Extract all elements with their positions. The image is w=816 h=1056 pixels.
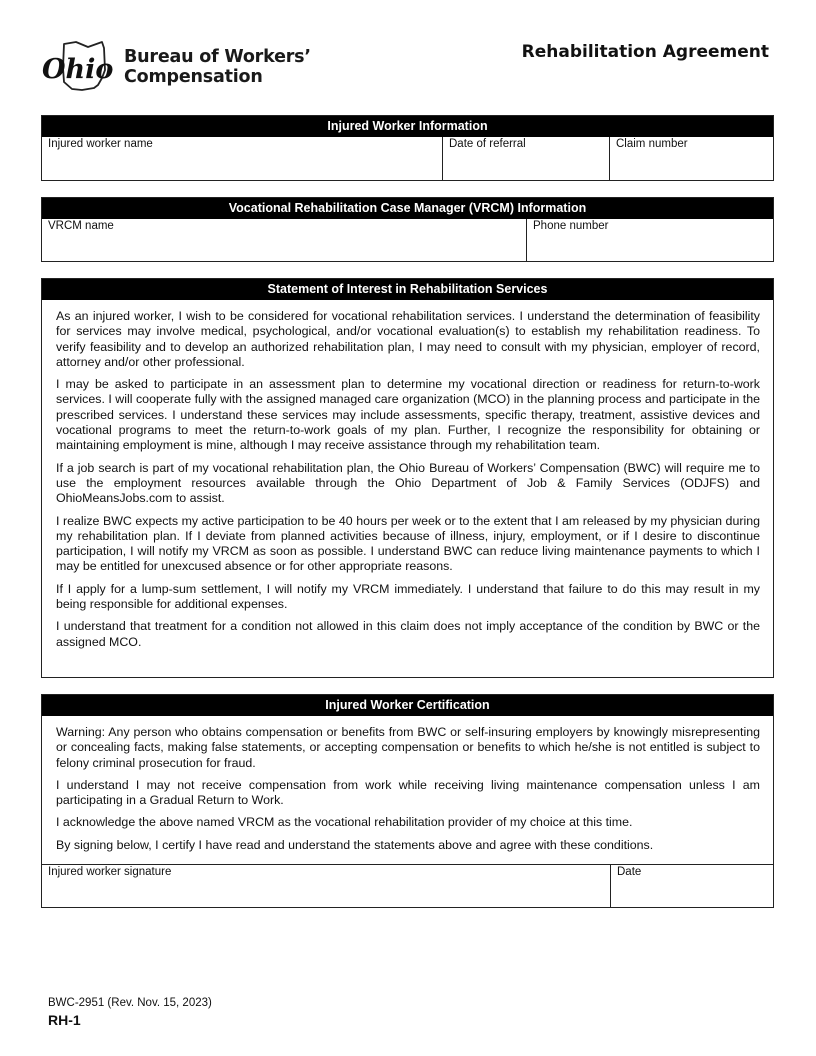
certification-paragraph: Warning: Any person who obtains compensation or benefits from BWC or self-insuring employers by knowingly misrepresenting or concealing facts, making false statements, or accepting compensation or benefits to which he/she is not entitled is subject to felony criminal prosecution for fraud. bbox=[56, 725, 760, 770]
logo-wordmark: Ohio bbox=[42, 54, 114, 85]
certification-section bbox=[41, 694, 774, 908]
injured-worker-name-field[interactable]: Injured worker name bbox=[42, 137, 443, 180]
signature-date-field[interactable]: Date bbox=[617, 866, 642, 878]
certification-body bbox=[42, 716, 773, 864]
statement-section bbox=[41, 278, 774, 678]
vrcm-info-section bbox=[41, 197, 774, 262]
signature-field[interactable]: Injured worker signature bbox=[42, 865, 611, 908]
vrcm-name-field[interactable]: VRCM name bbox=[42, 219, 527, 261]
form-id: RH-1 bbox=[48, 1012, 81, 1028]
page-title: Rehabilitation Agreement bbox=[521, 42, 769, 62]
statement-paragraph: I may be asked to participate in an assessment plan to determine my vocational direction or readiness for return-to-work services. I will cooperate fully with the assigned managed care organization (MCO) in the planning process and participate in the prescribed services. I understand these services may include assessments, specific therapy, treatment, assistive devices and vocational programs to meet the return-to-work goals of my plan. Further, I recognize the responsibility for obtaining or maintaining employment is mine, although I may receive assistance through my rehabilitation team. bbox=[56, 377, 760, 453]
statement-paragraph: As an injured worker, I wish to be considered for vocational rehabilitation services. I understand the determination of feasibility for services may involve medical, psychological, and/or vocational evaluation(s) to establish my rehabilitation readiness. To verify feasibility and to develop an authorized rehabilitation plan, I may need to consult with my physician, employer of record, attorney and/or other professional. bbox=[56, 309, 760, 369]
statement-paragraph: I understand that treatment for a condition not allowed in this claim does not imply acceptance of the condition by BWC or the assigned MCO. bbox=[56, 619, 760, 649]
statement-paragraph: If I apply for a lump-sum settlement, I will notify my VRCM immediately. I understand that failure to do this may result in my being responsible for additional expenses. bbox=[56, 581, 760, 612]
certification-paragraph: By signing below, I certify I have read and understand the statements above and agree with these conditions. bbox=[56, 837, 654, 852]
section-heading: Injured Worker Certification bbox=[42, 695, 773, 716]
statement-paragraph: I realize BWC expects my active participation to be 40 hours per week or to the extent that I am released by my physician during my rehabilitation plan. If I deviate from planned activities because of illness, injury, employment, or if I desire to discontinue participation, I will notify my VRCM as soon as possible. I understand BWC can reduce living maintenance payments to which I may be entitled for unexcused absence or for other appropriate reasons. bbox=[56, 513, 760, 574]
section-heading: Injured Worker Information bbox=[42, 116, 773, 137]
section-heading: Vocational Rehabilitation Case Manager (VRCM) Information bbox=[42, 198, 773, 219]
statement-paragraph: If a job search is part of my vocational rehabilitation plan, the Ohio Bureau of Workers’ Compensation (BWC) will require me to use the employment resources available through the Ohio Department of Job & Family Services (ODJFS) and OhioMeansJobs.com to assist. bbox=[56, 460, 760, 506]
phone-number-field[interactable]: Phone number bbox=[533, 220, 609, 232]
claim-number-field[interactable]: Claim number bbox=[616, 138, 688, 150]
certification-paragraph: I understand I may not receive compensation from work while receiving living maintenance compensation unless I am participating in a Gradual Return to Work. bbox=[56, 777, 760, 808]
org-name-line2: Compensation bbox=[124, 67, 263, 87]
page-header bbox=[0, 0, 816, 110]
org-name bbox=[124, 47, 311, 87]
section-heading: Statement of Interest in Rehabilitation Services bbox=[42, 279, 773, 300]
date-of-referral-field[interactable]: Date of referral bbox=[443, 137, 610, 180]
certification-paragraph: I acknowledge the above named VRCM as the vocational rehabilitation provider of my choice at this time. bbox=[56, 815, 633, 830]
form-revision: BWC-2951 (Rev. Nov. 15, 2023) bbox=[48, 997, 212, 1009]
statement-body bbox=[42, 300, 773, 663]
ohio-logo bbox=[42, 38, 124, 98]
worker-info-section bbox=[41, 115, 774, 181]
org-name-line1: Bureau of Workers’ bbox=[124, 47, 311, 67]
